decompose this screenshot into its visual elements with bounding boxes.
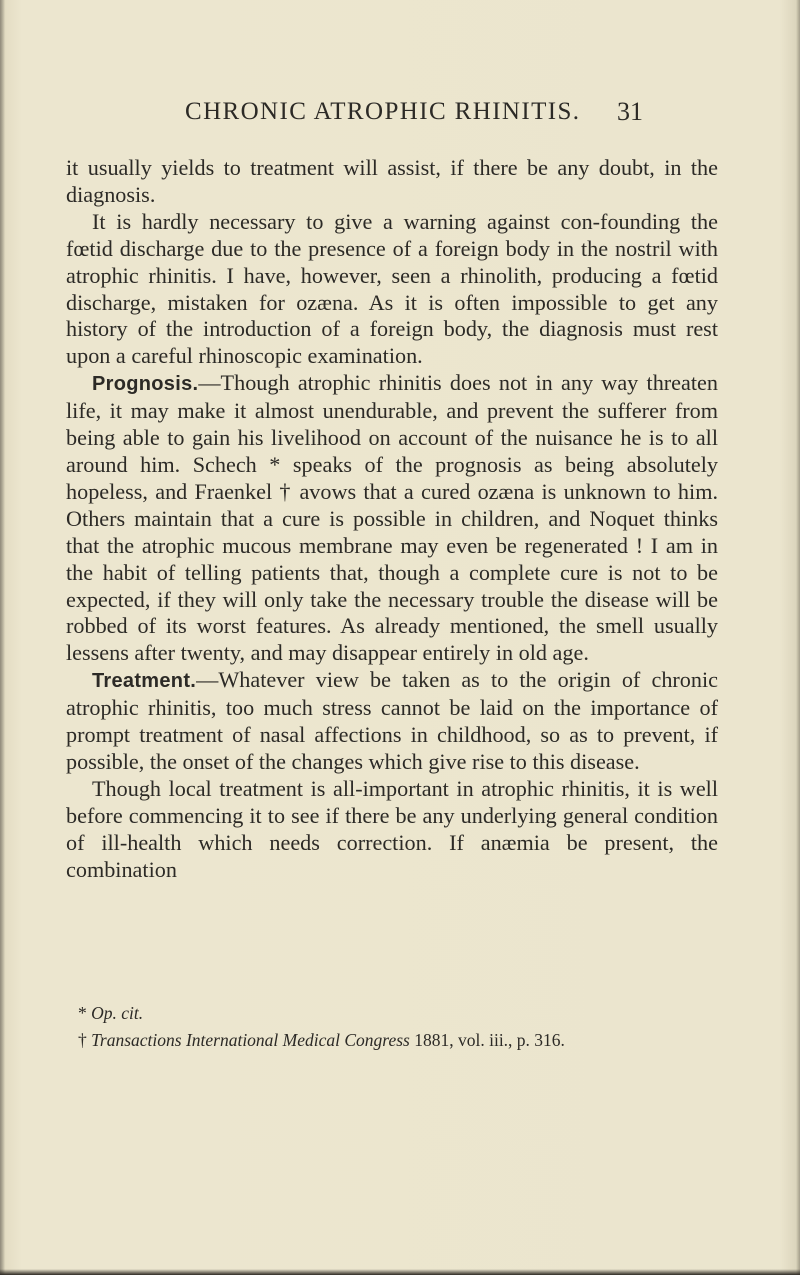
paragraph-prognosis (66, 370, 718, 667)
footnote-mark: * (78, 1003, 92, 1023)
section-heading-treatment: Treatment. (92, 670, 197, 693)
section-heading-prognosis: Prognosis. (92, 373, 199, 396)
running-head (0, 98, 800, 134)
paragraph: It is hardly necessary to give a warning against con-founding the fœtid discharge due to the presence of a foreign body in the nostril with atrophic rhinitis. I have, however, seen a rhinolith, producing a fœtid discharge, mistaken for ozæna. As it is often impossible to get any history of the introduction of a foreign body, the diagnosis must rest upon a careful rhinoscopic examination. (66, 208, 718, 369)
footnote-text: Op. cit. (91, 1003, 144, 1023)
footnote-mark: † (78, 1030, 92, 1050)
paragraph-treatment (66, 667, 718, 776)
binding-shadow (0, 0, 5, 1275)
paragraph-text: —Though atrophic rhinitis does not in any way threaten life, it may make it almost unendurable, and prevent the sufferer from being able to gain his livelihood on account of the nuisance he is to all around him. Schech * speaks of the prognosis as being absolutely hopeless, and Fraenkel † avows that a cured ozæna is unknown to him. Others maintain that a cure is possible in children, and Noquet thinks that the atrophic mucous membrane may even be regenerated ! I am in the habit of telling patients that, though a complete cure is not to be expected, if they will only take the necessary trouble the disease will be robbed of its worst features. As already mentioned, the smell usually lessens after twenty, and may disappear entirely in old age. (66, 370, 718, 666)
footnotes (66, 1000, 718, 1054)
footnote (66, 1000, 718, 1027)
paragraph-text: —Whatever view be taken as to the origin of chronic atrophic rhinitis, too much stress cannot be laid on the importance of prompt treatment of nasal affections in childhood, so as to prevent, if possible, the onset of the changes which give rise to this disease. (66, 667, 718, 774)
paragraph: Though local treatment is all-important in atrophic rhinitis, it is well before commencing it to see if there be any underlying general condition of ill-health which needs correction. If anæmia be present, the combination (66, 775, 718, 882)
paragraph: it usually yields to treatment will assist, if there be any doubt, in the diagnosis. (66, 155, 718, 207)
footnote-title: Transactions International Medical Congress (91, 1030, 410, 1050)
body-text (66, 155, 718, 883)
footnote-text: 1881, vol. iii., p. 316. (409, 1030, 565, 1050)
running-head-title: CHRONIC ATROPHIC RHINITIS. (185, 98, 581, 125)
page-number: 31 (617, 97, 643, 126)
footnote (66, 1027, 718, 1054)
page-bottom-edge (0, 1269, 800, 1275)
page-edge (796, 0, 800, 1275)
